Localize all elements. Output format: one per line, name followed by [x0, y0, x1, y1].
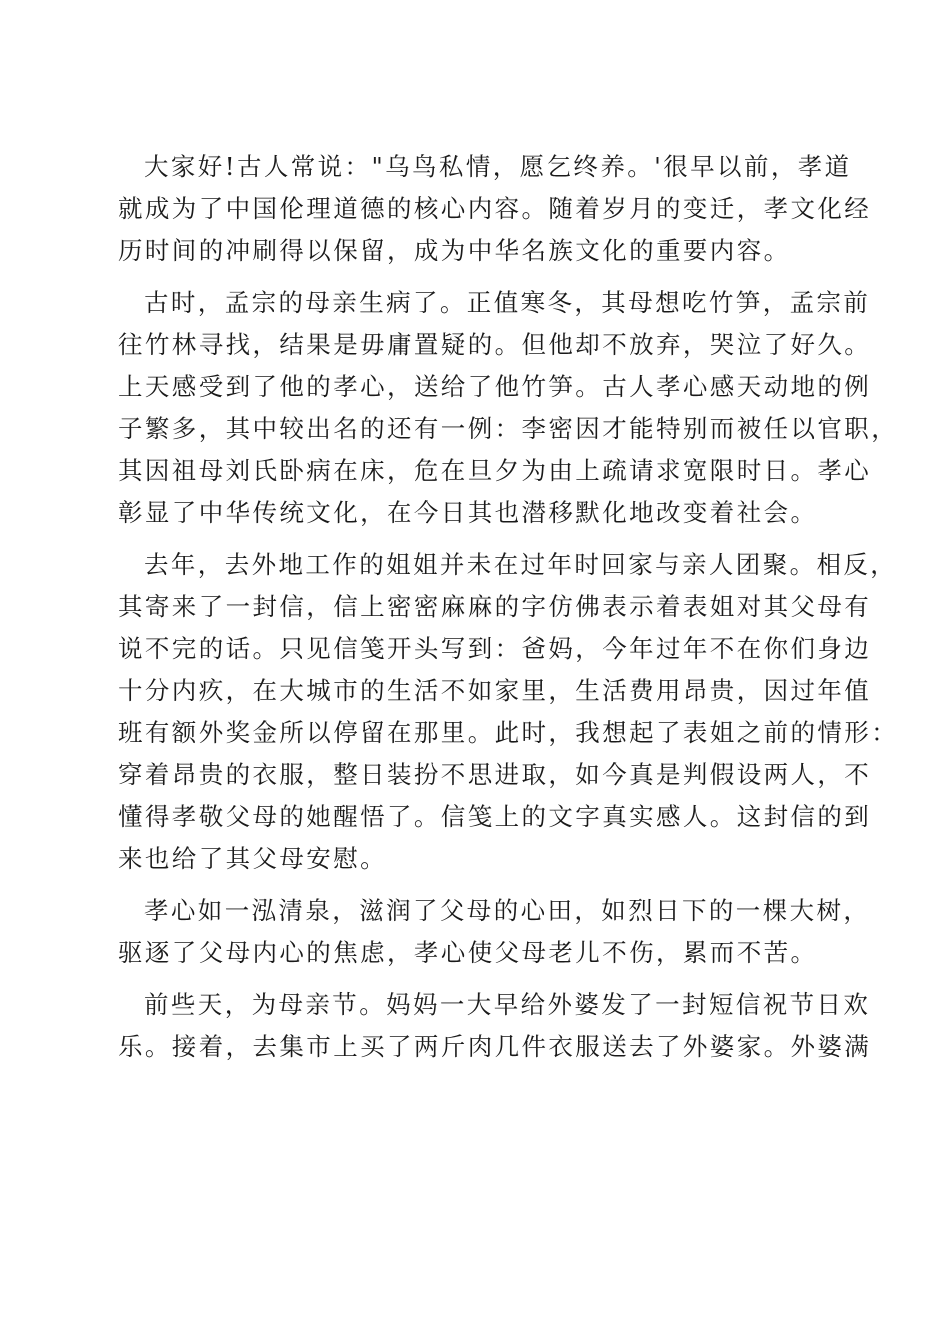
text-line: 十分内疚，在大城市的生活不如家里，生活费用昂贵，因过年值 — [118, 676, 872, 705]
text-line: 懂得孝敬父母的她醒悟了。信笺上的文字真实感人。这封信的到 — [118, 802, 872, 831]
text-line: 班有额外奖金所以停留在那里。此时，我想起了表姐之前的情形： — [118, 718, 899, 747]
text-line: 其寄来了一封信，信上密密麻麻的字仿佛表示着表姐对其父母有 — [118, 592, 872, 621]
paragraph-5 — [118, 984, 872, 1068]
text-line: 历时间的冲刷得以保留，成为中华名族文化的重要内容。 — [118, 236, 791, 265]
paragraph-gap — [118, 974, 834, 984]
text-line: 穿着昂贵的衣服，整日装扮不思进取，如今真是判假设两人，不 — [118, 760, 872, 789]
text-line: 说不完的话。只见信笺开头写到：爸妈，今年过年不在你们身边 — [118, 634, 872, 663]
text-line: 其因祖母刘氏卧病在床，危在旦夕为由上疏请求宽限时日。孝心 — [118, 456, 872, 485]
paragraph-gap — [118, 534, 834, 544]
text-line: 大家好!古人常说："乌鸟私情，愿乞终养。'很早以前，孝道 — [144, 152, 852, 181]
text-line: 就成为了中国伦理道德的核心内容。随着岁月的变迁，孝文化经 — [118, 194, 872, 223]
document-body — [118, 146, 899, 1068]
text-line: 孝心如一泓清泉，滋润了父母的心田，如烈日下的一棵大树， — [144, 896, 871, 925]
text-line: 子繁多，其中较出名的还有一例：李密因才能特别而被任以官职， — [118, 414, 899, 443]
text-line: 往竹林寻找，结果是毋庸置疑的。但他却不放弃，哭泣了好久。 — [118, 330, 872, 359]
paragraph-gap — [118, 272, 834, 282]
paragraph-gap — [118, 880, 834, 890]
text-line: 彰显了中华传统文化，在今日其也潜移默化地改变着社会。 — [118, 498, 818, 527]
text-line: 驱逐了父母内心的焦虑，孝心使父母老儿不伤，累而不苦。 — [118, 938, 818, 967]
paragraph-2 — [118, 282, 899, 534]
text-line: 上天感受到了他的孝心，送给了他竹笋。古人孝心感天动地的例 — [118, 372, 872, 401]
text-line: 来也给了其父母安慰。 — [118, 844, 387, 873]
text-line: 去年，去外地工作的姐姐并未在过年时回家与亲人团聚。相反， — [144, 550, 898, 579]
text-line: 古时，孟宗的母亲生病了。正值寒冬，其母想吃竹笋，孟宗前 — [144, 288, 871, 317]
text-line: 乐。接着，去集市上买了两斤肉几件衣服送去了外婆家。外婆满 — [118, 1032, 872, 1061]
paragraph-4 — [118, 890, 871, 974]
text-line: 前些天，为母亲节。妈妈一大早给外婆发了一封短信祝节日欢 — [144, 990, 871, 1019]
paragraph-3 — [118, 544, 899, 880]
paragraph-1 — [118, 146, 872, 272]
